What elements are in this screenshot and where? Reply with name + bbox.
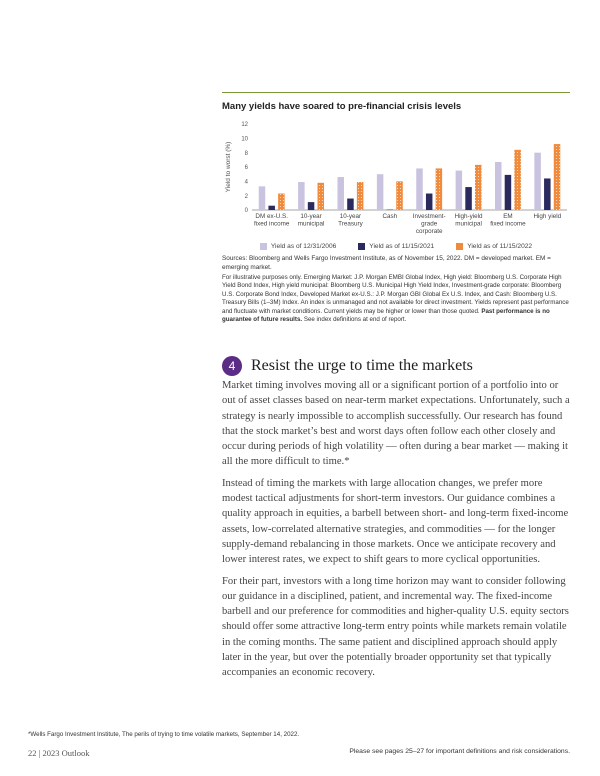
legend-label-2006: Yield as of 12/31/2006 xyxy=(270,243,337,250)
bar-pattern xyxy=(475,165,482,210)
x-tick-label: fixed income xyxy=(254,220,290,228)
y-tick-label: 4 xyxy=(244,179,248,186)
legend-item-2022 xyxy=(456,243,532,250)
x-tick-label: corporate xyxy=(415,228,443,235)
y-tick-label: 10 xyxy=(241,136,248,143)
y-tick-label: 12 xyxy=(241,122,248,129)
chart-title: Many yields have soared to pre-financial crisis levels xyxy=(222,101,462,112)
x-tick-label: municipal xyxy=(455,220,482,228)
notes-bold: Past performance is no guarantee of future results. xyxy=(222,307,550,324)
bar-pattern xyxy=(436,168,443,210)
y-tick-label: 0 xyxy=(244,208,248,215)
bar xyxy=(426,194,433,210)
top-rule xyxy=(222,92,570,93)
bar xyxy=(259,186,266,210)
bar xyxy=(337,177,344,210)
x-tick-label: High-yield xyxy=(454,213,483,220)
chart-notes xyxy=(222,274,572,324)
chart-legend xyxy=(222,243,570,250)
bar-pattern xyxy=(396,181,403,210)
x-tick-label: EM xyxy=(503,213,513,220)
x-tick-label: Cash xyxy=(382,213,398,220)
bar-pattern xyxy=(514,150,521,210)
legend-label-2021: Yield as of 11/15/2021 xyxy=(369,243,435,250)
bar xyxy=(505,175,512,210)
bar xyxy=(308,202,315,210)
x-tick-label: 10-year xyxy=(339,213,362,220)
legend-item-2021 xyxy=(358,243,434,250)
body-text xyxy=(222,378,572,687)
section-heading xyxy=(222,356,473,376)
section-title: Resist the urge to time the markets xyxy=(251,357,473,374)
footnote: *Wells Fargo Investment Institute, The perils of trying to time volatile markets, September 14, 2022. xyxy=(28,731,300,738)
x-tick-label: Treasury xyxy=(338,220,363,228)
bar xyxy=(456,171,463,210)
bar-pattern xyxy=(318,183,325,210)
y-tick-label: 8 xyxy=(244,150,248,157)
bar xyxy=(495,162,502,210)
x-tick-label: grade xyxy=(421,220,438,228)
bar-pattern xyxy=(554,144,561,210)
bar xyxy=(298,182,305,210)
x-tick-label: municipal xyxy=(297,220,325,228)
y-tick-label: 6 xyxy=(244,165,248,172)
y-tick-label: 2 xyxy=(244,193,248,200)
bar xyxy=(416,168,423,210)
yield-bar-chart xyxy=(222,118,572,240)
chart-sources: Sources: Bloomberg and Wells Fargo Investment Institute, as of November 15, 2022. DM = developed market. EM = emerging market. xyxy=(222,255,551,271)
bar xyxy=(534,153,541,210)
bar xyxy=(268,206,275,210)
x-tick-label: fixed income xyxy=(490,220,526,228)
notes-tail: See index definitions at end of report. xyxy=(302,316,407,324)
paragraph-3: For their part, investors with a long time horizon may want to consider following our guidance in a disciplined, patient, and incremental way. The fixed-income barbell and our preference for commodities and higher-quality U.S. equity sectors should offer some attractive long-term entry points while markets remain volatile in the coming months. The same patient and disciplined approach should apply later in the year, but over the potentially broader opportunity set that typically accompanies an economic recovery. xyxy=(222,575,569,679)
x-tick-label: High yield xyxy=(533,213,562,220)
paragraph-1: Market timing involves moving all or a significant portion of a portfolio into or out of asset classes based on near-term market expectations. Unfortunately, such a strategy is nearly impossible to accomplish successfully. Our research has found that the stock market’s best and worst days often follow each other closely and occur during periods of high volatility — often during a bear market — making it all the more difficult to time.* xyxy=(222,380,570,468)
bar-pattern xyxy=(278,194,285,210)
paragraph-2: Instead of timing the markets with large allocation changes, we prefer more modest tactical adjustments for short-term investors. Our guidance combines a quality approach in equities, a barbell between short- and long-term fixed-income assets, low-correlated alternative strategies, and commodities — for the longer supply-demand rebalancing in those markets. Once we anticipate recovery and lower interest rates, we expect to shift gears to more cyclical opportunities. xyxy=(222,477,569,566)
x-tick-label: Investment- xyxy=(412,213,446,220)
legend-swatch-2006 xyxy=(260,243,267,250)
bar xyxy=(377,174,384,210)
bar xyxy=(465,187,472,210)
legend-item-2006 xyxy=(260,243,336,250)
bar xyxy=(347,199,354,210)
x-tick-label: DM ex-U.S. xyxy=(255,213,288,220)
legend-swatch-2021 xyxy=(358,243,365,250)
section-number-badge: 4 xyxy=(222,356,242,376)
bar-pattern xyxy=(357,182,364,210)
legend-swatch-2022 xyxy=(456,243,463,250)
page-footer-disclaimer: Please see pages 25–27 for important definitions and risk considerations. xyxy=(349,748,570,755)
y-axis-label: Yield to worst (%) xyxy=(225,141,232,193)
bar xyxy=(544,178,551,210)
legend-label-2022: Yield as of 11/15/2022 xyxy=(467,243,533,250)
page-footer-number: 22 | 2023 Outlook xyxy=(28,748,90,758)
x-tick-label: 10-year xyxy=(300,213,322,220)
notes-text: For illustrative purposes only. Emerging Market: J.P. Morgan EMBI Global Index, High yield: Bloomberg U.S. Corporate High Yield Bond Index, High yield municipal: Bloomberg U.S. Municipal High Yield Index, Investment-grade corporate: Bloomberg U.S. Corporate Bond Index, Developed Market ex-U.S.: J.P. Morgan GBI Global Ex U.S. Index, and Cash: Bloomberg U.S. Treasury Bills (1–3M) Index. An index is unmanaged and not available for direct investment. Yields represent past performance and fluctuate with market conditions. Current yields may be higher or lower than those quoted. xyxy=(222,274,569,315)
